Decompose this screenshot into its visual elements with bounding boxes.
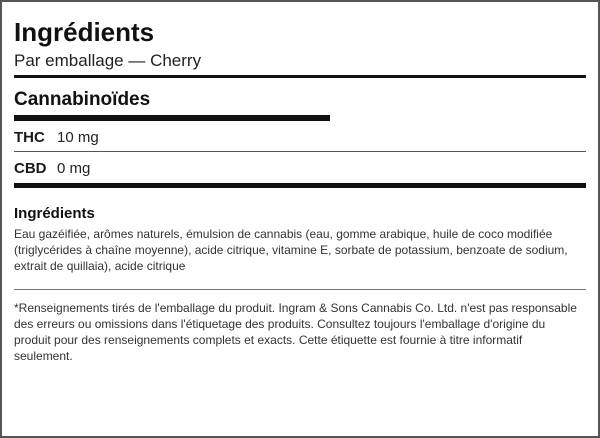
divider-bold [14, 183, 586, 188]
cannabinoid-value: 10 mg [57, 129, 99, 146]
cannabinoids-heading: Cannabinoïdes [14, 89, 151, 110]
divider-thick [14, 75, 586, 78]
cannabinoid-name: CBD [14, 160, 47, 177]
label-title: Ingrédients [14, 17, 155, 47]
cannabinoid-name: THC [14, 129, 45, 146]
ingredients-list: Eau gazéifiée, arômes naturels, émulsion de cannabis (eau, gomme arabique, huile de coco modifiée (triglycérides à chaîne moyenne), acide citrique, vitamine E, sorbate de potassium, benzoate de sodium, extrait de quillaia), acide citrique [14, 227, 568, 273]
divider-light [14, 289, 586, 290]
cannabinoid-row-thc [14, 121, 586, 150]
ingredients-heading: Ingrédients [14, 205, 95, 222]
label-subtitle: Par emballage — Cherry [14, 51, 202, 70]
cannabinoid-value: 0 mg [57, 160, 91, 177]
cannabinoid-row-cbd [14, 152, 586, 181]
disclaimer-text: *Renseignements tirés de l'emballage du produit. Ingram & Sons Cannabis Co. Ltd. n'est pas responsable des erreurs ou omissions dans l'étiquetage des produits. Consultez toujours l'emballage d'origine du produit pour des renseignements complets et exacts. Cette étiquette est fournie à titre informatif seulement. [14, 301, 577, 363]
